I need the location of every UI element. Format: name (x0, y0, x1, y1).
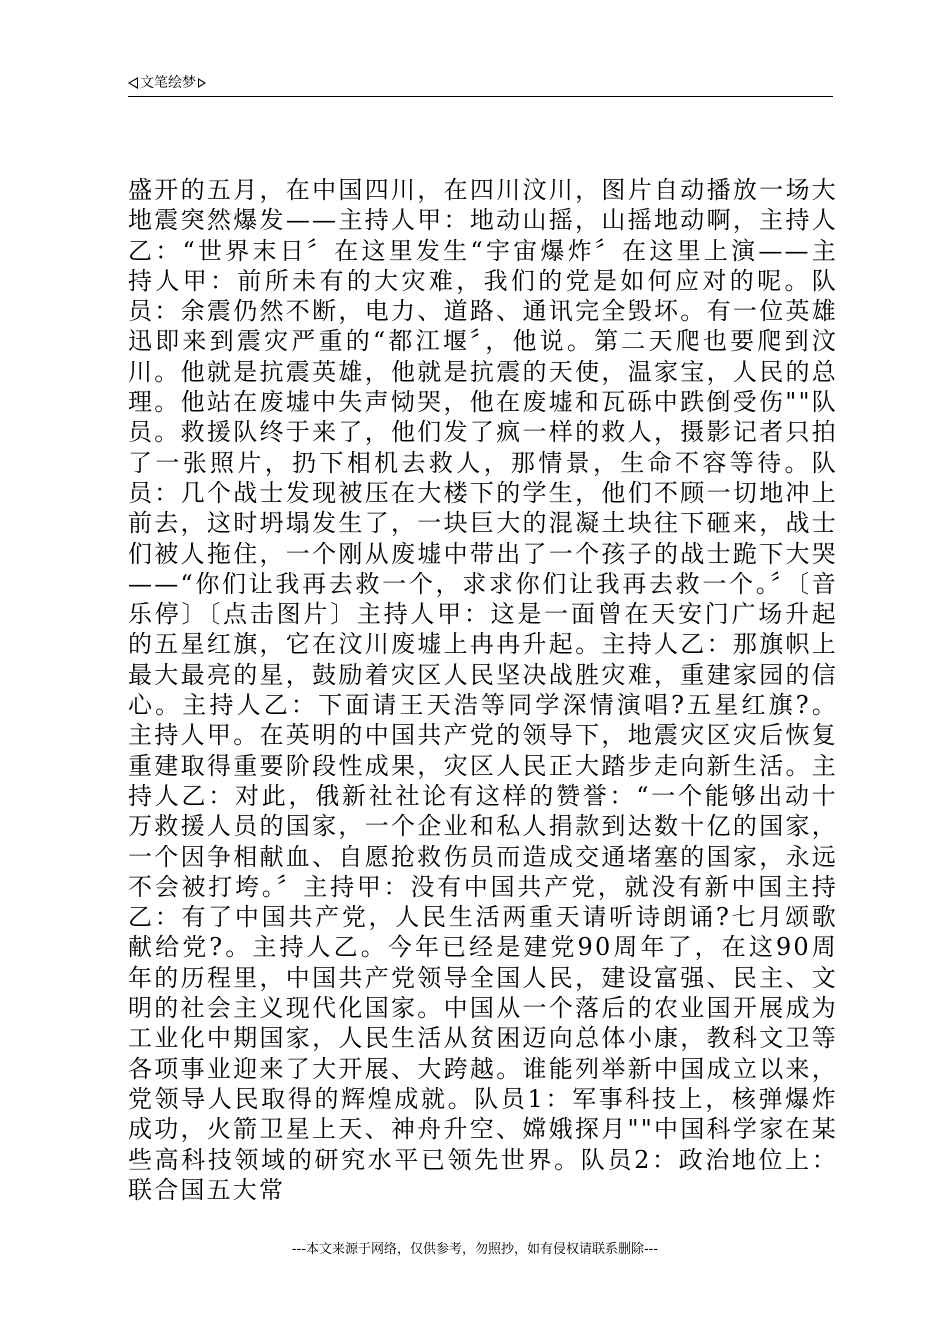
left-triangle-icon (128, 77, 138, 89)
right-triangle-icon (198, 78, 206, 88)
page-header (128, 74, 833, 97)
body-paragraph: 盛开的五月，在中国四川，在四川汶川，图片自动播放一场大地震突然爆发——主持人甲：地动山摇，山摇地动啊，主持人乙：“世界末日〞在这里发生“宇宙爆炸〞在这里上演——主持人甲：前所未有的大灾难，我们的党是如何应对的呢。队员：余震仍然不断，电力、道路、通讯完全毁坏。有一位英雄迅即来到震灾严重的“都江堰〞，他说。第二天爬也要爬到汶川。他就是抗震英雄，他就是抗震的天使，温家宝，人民的总理。他站在废墟中失声恸哭，他在废墟和瓦砾中跌倒受伤""队员。救援队终于来了，他们发了疯一样的救人，摄影记者只拍了一张照片，扔下相机去救人，那情景，生命不容等待。队员：几个战士发现被压在大楼下的学生，他们不顾一切地冲上前去，这时坍塌发生了，一块巨大的混凝土块往下砸来，战士们被人拖住，一个刚从废墟中带出了一个孩子的战士跪下大哭——“你们让我再去救一个，求求你们让我再去救一个。〞〔音乐停〕〔点击图片〕主持人甲：这是一面曾在天安门广场升起的五星红旗，它在汶川废墟上冉冉升起。主持人乙：那旗帜上最大最亮的星，鼓励着灾区人民坚决战胜灾难，重建家园的信心。主持人乙：下面请王天浩等同学深情演唱?五星红旗?。主持人甲。在英明的中国共产党的领导下，地震灾区灾后恢复重建取得重要阶段性成果，灾区人民正大踏步走向新生活。主持人乙：对此，俄新社社论有这样的赞誉：“一个能够出动十万救援人员的国家，一个企业和私人捐款到达数十亿的国家，一个因争相献血、自愿抢救伤员而造成交通堵塞的国家，永远不会被打垮。〞主持甲：没有中国共产党，就没有新中国主持乙：有了中国共产党，人民生活两重天请听诗朗诵?七月颂歌献给党?。主持人乙。今年已经是建党90周年了，在这90周年的历程里，中国共产党领导全国人民，建设富强、民主、文明的社会主义现代化国家。中国从一个落后的农业国开展成为工业化中期国家，人民生活从贫困迈向总体小康，教科文卫等各项事业迎来了大开展、大跨越。谁能列举新中国成立以来，党领导人民取得的辉煌成就。队员1：军事科技上，核弹爆炸成功，火箭卫星上天、神舟升空、嫦娥探月""中国科学家在某些高科技领域的研究水平已领先世界。队员2：政治地位上：联合国五大常 (128, 176, 838, 1204)
page-footer: ---本文来源于网络，仅供参考，勿照抄，如有侵权请联系删除--- (291, 1242, 659, 1257)
header-title-group (128, 74, 206, 92)
header-title: 文笔绘梦 (140, 75, 196, 91)
